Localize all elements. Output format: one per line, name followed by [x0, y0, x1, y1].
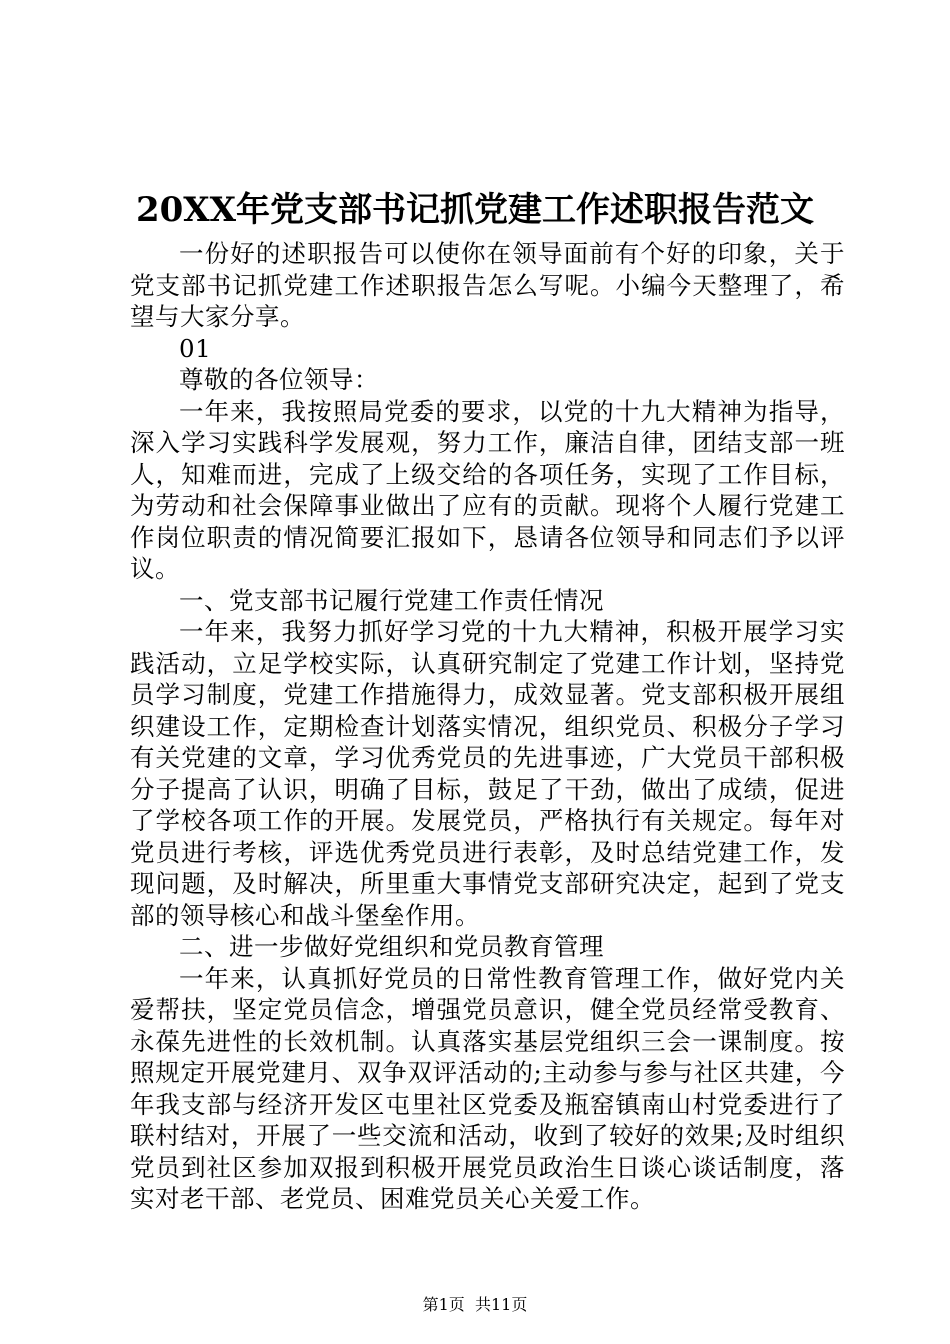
page-total: 共11页	[474, 1295, 528, 1314]
section-heading: 二、进一步做好党组织和党员教育管理	[179, 932, 604, 961]
document-title: 20XX年党支部书记抓党建工作述职报告范文	[135, 190, 815, 230]
body-paragraph: 一年来，认真抓好党员的日常性教育管理工作，做好党内关爱帮扶，坚定党员信念，增强党员意识，健全党员经常受教育、永葆先进性的长效机制。认真落实基层党组织三会一课制度。按照规定开展党建月、双争双评活动的;主动参与参与社区共建，今年我支部与经济开发区屯里社区党委及瓶窑镇南山村党委进行了联村结对，开展了一些交流和活动，收到了较好的效果;及时组织党员到社区参加双报到积极开展党员政治生日谈心谈话制度，落实对老干部、老党员、困难党员关心关爱工作。	[130, 963, 845, 1213]
page-footer	[0, 1294, 950, 1316]
document-body	[130, 238, 845, 1215]
page-number: 第1页	[422, 1295, 465, 1314]
body-paragraph: 一年来，我按照局党委的要求，以党的十九大精神为指导，深入学习实践科学发展观，努力工作，廉洁自律，团结支部一班人，知难而进，完成了上级交给的各项任务，实现了工作目标，为劳动和社会保障事业做出了应有的贡献。现将个人履行党建工作岗位职责的情况简要汇报如下，恳请各位领导和同志们予以评议。	[130, 396, 845, 583]
body-paragraph: 一年来，我努力抓好学习党的十九大精神，积极开展学习实践活动，立足学校实际，认真研究制定了党建工作计划，坚持党员学习制度，党建工作措施得力，成效显著。党支部积极开展组织建设工作，定期检查计划落实情况，组织党员、积极分子学习有关党建的文章，学习优秀党员的先进事迹，广大党员干部积极分子提高了认识，明确了目标，鼓足了干劲，做出了成绩，促进了学校各项工作的开展。发展党员，严格执行有关规定。每年对党员进行考核，评选优秀党员进行表彰，及时总结党建工作，发现问题，及时解决，所里重大事情党支部研究决定，起到了党支部的领导核心和战斗堡垒作用。	[130, 617, 845, 930]
salutation: 尊敬的各位领导：	[179, 365, 379, 394]
section-number: 01	[179, 333, 212, 363]
intro-paragraph: 一份好的述职报告可以使你在领导面前有个好的印象，关于党支部书记抓党建工作述职报告怎么写呢。小编今天整理了，希望与大家分享。	[130, 239, 845, 331]
section-heading: 一、党支部书记履行党建工作责任情况	[179, 585, 604, 615]
